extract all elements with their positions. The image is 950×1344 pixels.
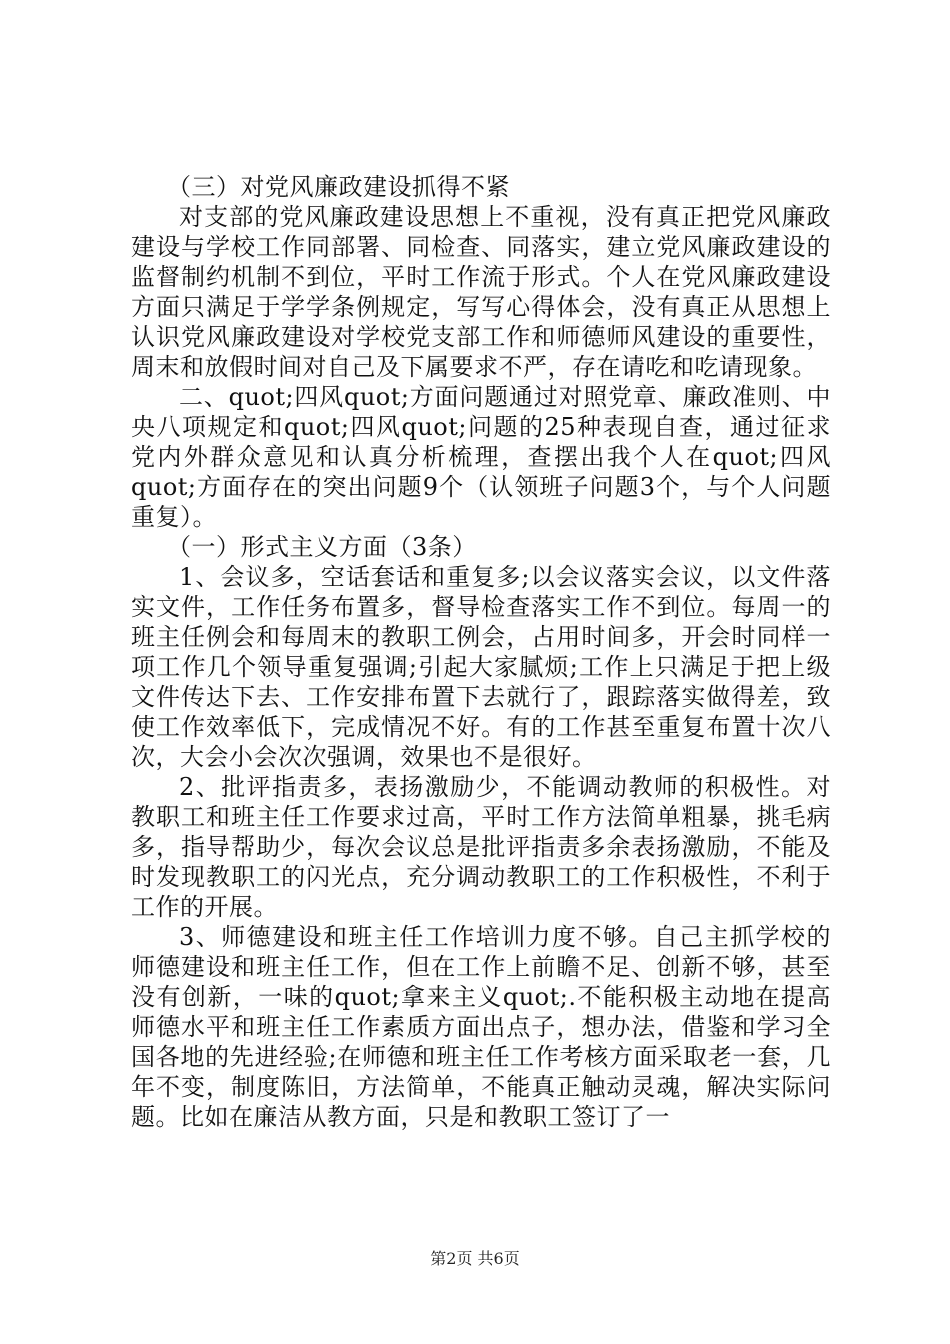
section-heading-3: （三）对党风廉政建设抓得不紧 [167,173,510,201]
paragraph: 1、会议多，空话套话和重复多;以会议落实会议，以文件落实文件，工作任务布置多，督导检查落实工作不到位。每周一的班主任例会和每周末的教职工例会，占用时间多，开会时同样一项工作几个领导重复强调;引起大家腻烦;工作上只满足于把上级文件传达下去、工作安排布置下去就行了，跟踪落实做得差，致使工作效率低下，完成情况不好。有的工作甚至重复布置十次八次，大会小会次次强调，效果也不是很好。 [131,563,831,771]
paragraph: 对支部的党风廉政建设思想上不重视，没有真正把党风廉政建设与学校工作同部署、同检查、同落实，建立党风廉政建设的监督制约机制不到位，平时工作流于形式。个人在党风廉政建设方面只满足于学学条例规定，写写心得体会，没有真正从思想上认识党风廉政建设对学校党支部工作和师德师风建设的重要性，周末和放假时间对自己及下属要求不严，存在请吃和吃请现象。 [131,203,831,381]
paragraph: 二、quot;四风quot;方面问题通过对照党章、廉政准则、中央八项规定和quot;四风quot;问题的25种表现自查，通过征求党内外群众意见和认真分析梳理，查摆出我个人在quot;四风quot;方面存在的突出问题9个（认领班子问题3个，与个人问题重复）。 [131,383,831,531]
paragraph: 2、批评指责多，表扬激励少，不能调动教师的积极性。对教职工和班主任工作要求过高，平时工作方法简单粗暴，挑毛病多，指导帮助少，每次会议总是批评指责多余表扬激励，不能及时发现教职工的闪光点，充分调动教职工的工作积极性，不利于工作的开展。 [131,773,831,921]
page-number-footer: 第2页 共6页 [430,1249,520,1268]
document-body [131,172,831,1132]
paragraph: 3、师德建设和班主任工作培训力度不够。自己主抓学校的师德建设和班主任工作，但在工作上前瞻不足、创新不够，甚至没有创新，一味的quot;拿来主义quot;.不能积极主动地在提高师德水平和班主任工作素质方面出点子，想办法，借鉴和学习全国各地的先进经验;在师德和班主任工作考核方面采取老一套，几年不变，制度陈旧，方法简单，不能真正触动灵魂，解决实际问题。比如在廉洁从教方面，只是和教职工签订了一 [131,923,831,1131]
section-heading-1: （一）形式主义方面（3条） [167,533,477,561]
